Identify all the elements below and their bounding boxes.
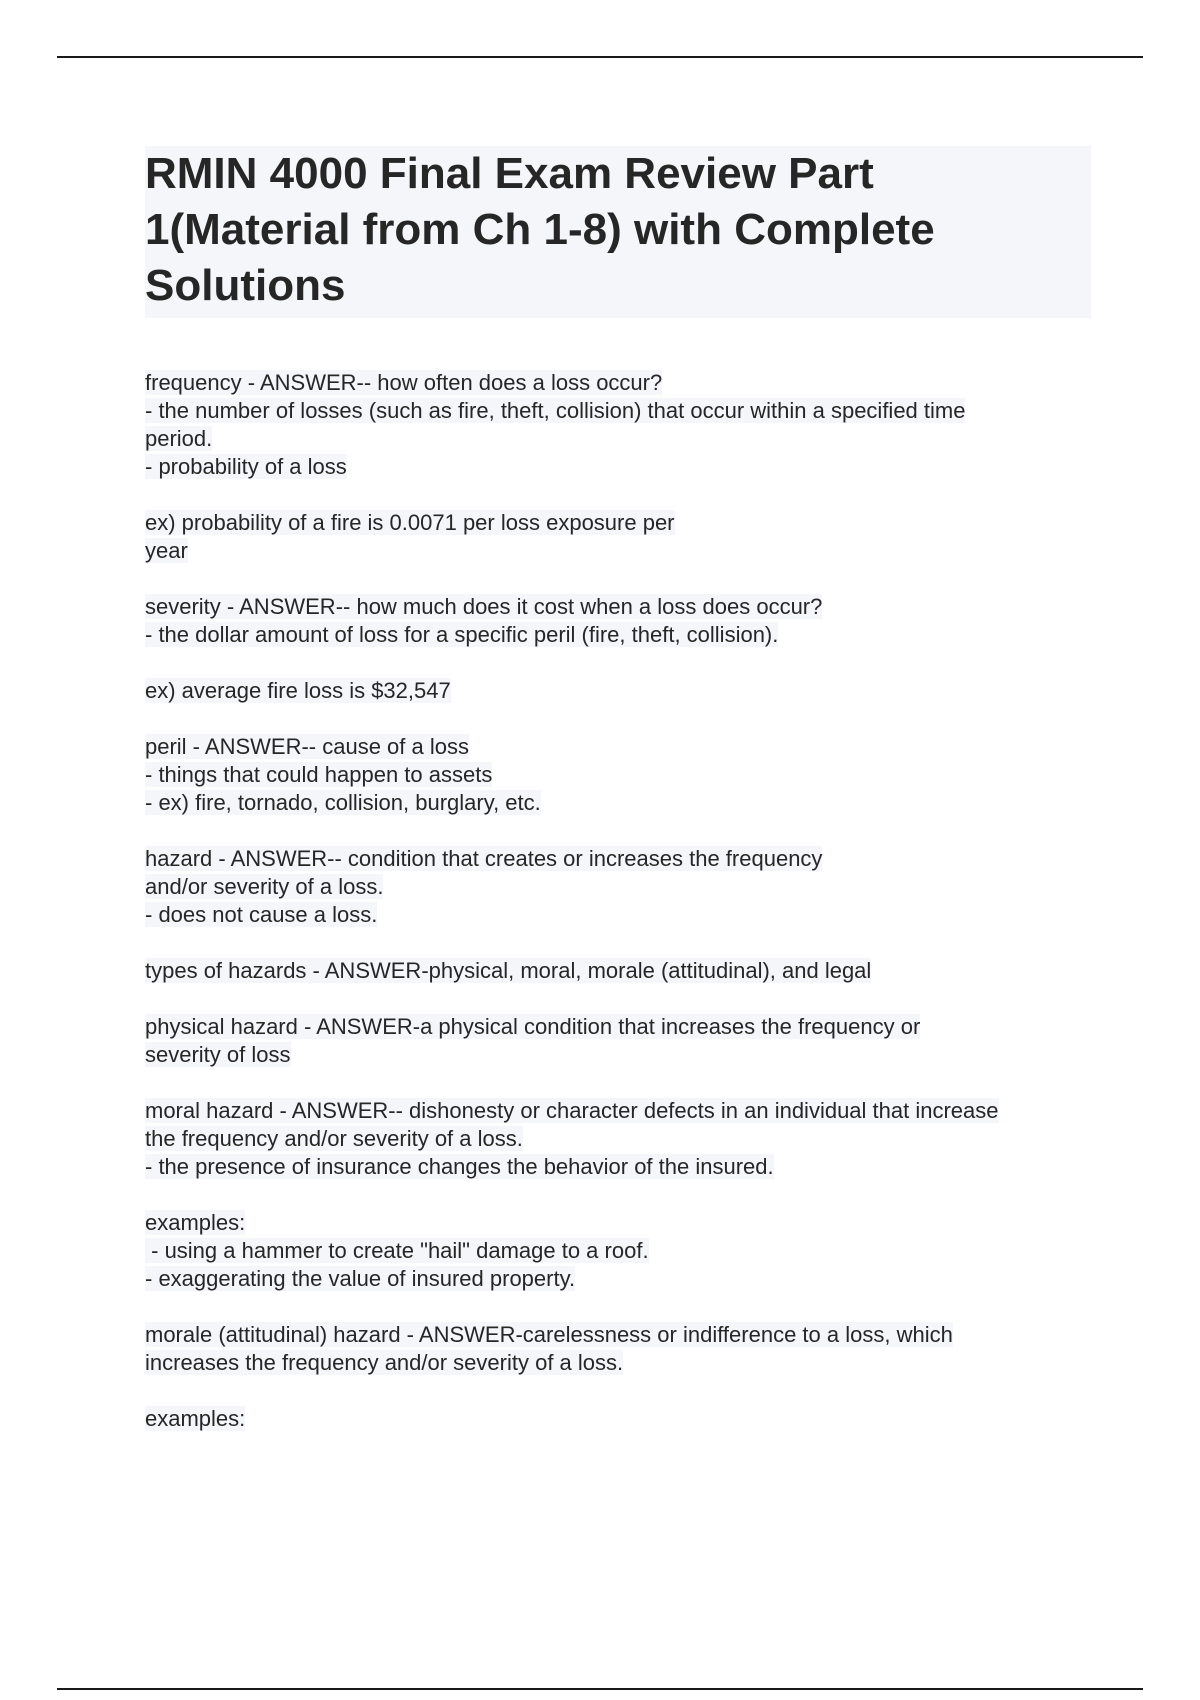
document-content (145, 369, 1091, 1433)
entry-line: physical hazard - ANSWER-a physical condition that increases the frequency or (145, 1014, 921, 1039)
entry-types-of-hazards (145, 957, 1091, 985)
entry-line: - the presence of insurance changes the behavior of the insured. (145, 1154, 774, 1179)
entry-line: increases the frequency and/or severity of a loss. (145, 1350, 624, 1375)
document-page (145, 146, 1091, 1461)
entry-line: morale (attitudinal) hazard - ANSWER-carelessness or indifference to a loss, which (145, 1322, 953, 1347)
entry-moral-hazard-examples (145, 1209, 1091, 1293)
entry-peril (145, 733, 1091, 817)
entry-line: period. (145, 426, 213, 451)
entry-physical-hazard (145, 1013, 1091, 1069)
entry-frequency (145, 369, 1091, 481)
entry-line: - the dollar amount of loss for a specific peril (fire, theft, collision). (145, 622, 779, 647)
entry-line: - things that could happen to assets (145, 762, 493, 787)
entry-line: types of hazards - ANSWER-physical, moral, morale (attitudinal), and legal (145, 958, 872, 983)
entry-line: ex) probability of a fire is 0.0071 per loss exposure per (145, 510, 675, 535)
page-title: RMIN 4000 Final Exam Review Part 1(Material from Ch 1-8) with Complete Solutions (145, 149, 935, 310)
entry-line: severity of loss (145, 1042, 291, 1067)
entry-morale-hazard-examples (145, 1405, 1091, 1433)
entry-line: - exaggerating the value of insured property. (145, 1266, 576, 1291)
entry-hazard (145, 845, 1091, 929)
entry-morale-hazard (145, 1321, 1091, 1377)
entry-frequency-example (145, 509, 1091, 565)
entry-line: peril - ANSWER-- cause of a loss (145, 734, 469, 759)
entry-line: hazard - ANSWER-- condition that creates or increases the frequency (145, 846, 823, 871)
entry-line: examples: (145, 1210, 246, 1235)
entry-line: and/or severity of a loss. (145, 874, 384, 899)
entry-severity (145, 593, 1091, 649)
entry-line: - using a hammer to create "hail" damage to a roof. (145, 1238, 649, 1263)
entry-line: - probability of a loss (145, 454, 347, 479)
entry-line: year (145, 538, 188, 563)
entry-line: - the number of losses (such as fire, theft, collision) that occur within a specified time (145, 398, 966, 423)
entry-line: - does not cause a loss. (145, 902, 378, 927)
entry-line: severity - ANSWER-- how much does it cost when a loss does occur? (145, 594, 823, 619)
entry-moral-hazard (145, 1097, 1091, 1181)
title-block (145, 146, 1091, 318)
bottom-rule (57, 1688, 1143, 1690)
entry-severity-example (145, 677, 1091, 705)
top-rule (57, 56, 1143, 58)
entry-line: - ex) fire, tornado, collision, burglary, etc. (145, 790, 541, 815)
entry-line: the frequency and/or severity of a loss. (145, 1126, 523, 1151)
entry-line: examples: (145, 1406, 246, 1431)
entry-line: moral hazard - ANSWER-- dishonesty or character defects in an individual that increase (145, 1098, 999, 1123)
entry-line: frequency - ANSWER-- how often does a loss occur? (145, 370, 663, 395)
entry-line: ex) average fire loss is $32,547 (145, 678, 451, 703)
